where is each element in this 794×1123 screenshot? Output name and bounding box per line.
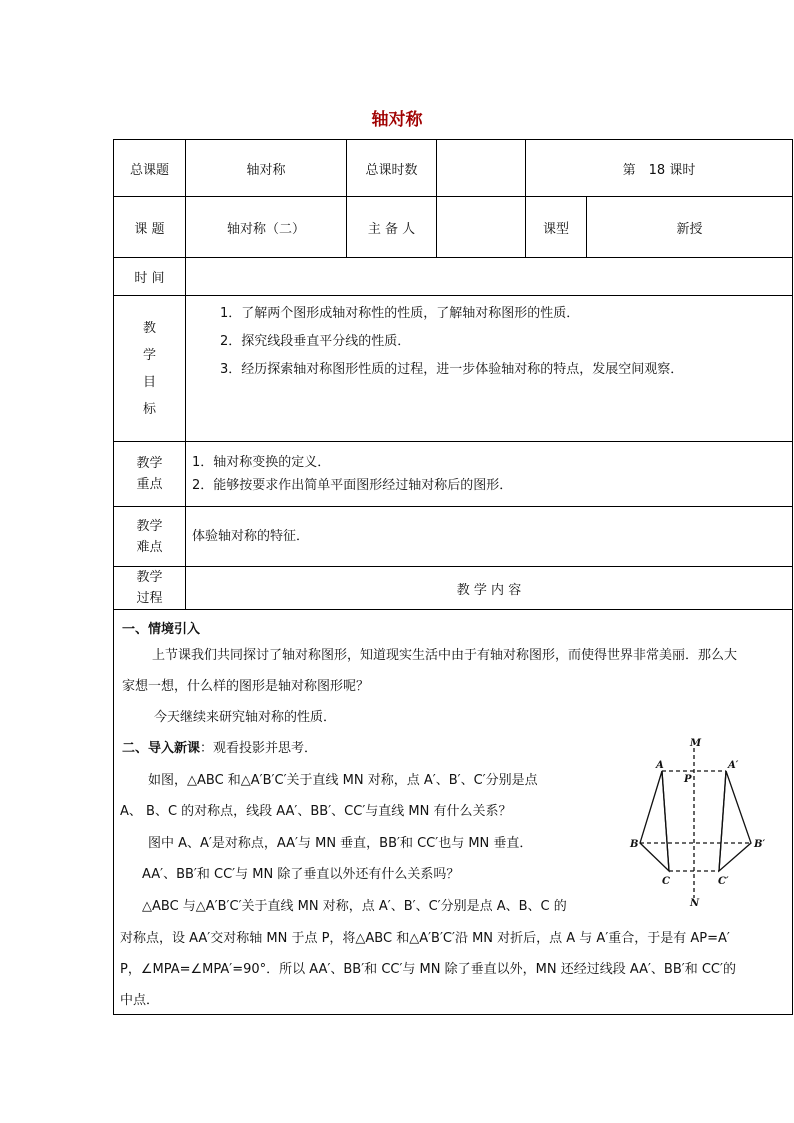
label-preparer: 主 备 人	[347, 197, 437, 258]
row-lesson	[114, 197, 793, 258]
label-n: N	[690, 898, 700, 908]
label-lesson: 课 题	[114, 197, 186, 258]
label-b-prime: B′	[754, 839, 766, 850]
symmetry-figure	[626, 738, 786, 908]
teaching-content	[114, 610, 793, 1015]
difficulty-text: 体验轴对称的特征．	[186, 507, 793, 567]
paragraph-line: 上节课我们共同探讨了轴对称图形，知道现实生活中由于有轴对称图形，而使得世界非常美丽．那么大	[152, 648, 738, 663]
lesson-plan-table	[113, 139, 793, 1015]
lesson-value: 轴对称（二）	[186, 197, 347, 258]
document-title: 轴对称	[371, 110, 423, 130]
label-a: A	[656, 760, 664, 771]
paragraph-line: AA′、BB′和 CC′与 MN 除了垂直以外还有什么关系吗？	[142, 867, 460, 882]
label-time: 时 间	[114, 258, 186, 296]
section-new-lesson-note: ：观看投影并思考．	[200, 741, 318, 756]
section-new-lesson	[122, 733, 317, 764]
row-content	[114, 610, 793, 1015]
time-value	[186, 258, 793, 296]
triangle-abc-prime-side	[719, 771, 726, 871]
keypoints-list	[186, 442, 793, 507]
label-goals-char: 教	[142, 320, 156, 336]
section-intro-title: 一、情境引入	[122, 622, 201, 637]
topic-value: 轴对称	[186, 140, 347, 197]
paragraph-line: 今天继续来研究轴对称的性质．	[154, 710, 337, 725]
label-difficulty	[114, 507, 186, 567]
label-keypoints-line: 重点	[136, 477, 163, 492]
goal-item: 3．经历探索轴对称图形性质的过程，进一步体验轴对称的特点，发展空间观察．	[220, 362, 684, 377]
label-c: C	[662, 876, 670, 887]
label-a-prime: A′	[728, 760, 739, 771]
label-difficulty-line: 教学	[136, 518, 163, 534]
paragraph-line: 对称点，设 AA′交对称轴 MN 于点 P，将△ABC 和△A′B′C′沿 MN 对折后，点 A 与 A′重合，于是有 AP=A′	[120, 931, 730, 946]
paragraph-line: 图中 A、A′是对称点，AA′与 MN 垂直，BB′和 CC′也与 MN 垂直．	[148, 836, 533, 851]
triangle-abc	[640, 771, 669, 871]
row-process	[114, 567, 793, 610]
paragraph-line: 如图，△ABC 和△A′B′C′关于直线 MN 对称，点 A′、B′、C′分别是点	[148, 773, 538, 788]
paragraph-line: 中点．	[120, 993, 160, 1008]
keypoint-item: 1．轴对称变换的定义．	[192, 455, 331, 470]
label-b: B	[630, 839, 639, 850]
goal-item: 2．探究线段垂直平分线的性质．	[220, 334, 411, 349]
paragraph-line: △ABC 与△A′B′C′关于直线 MN 对称，点 A′、B′、C′分别是点 A、B、C 的	[142, 899, 567, 914]
row-keypoints	[114, 442, 793, 507]
keypoint-item: 2．能够按要求作出简单平面图形经过轴对称后的图形．	[192, 478, 513, 493]
row-difficulty	[114, 507, 793, 567]
label-topic: 总课题	[114, 140, 186, 197]
paragraph-line: P，∠MPA=∠MPA′=90°．所以 AA′、BB′和 CC′与 MN 除了垂直以外，MN 还经过线段 AA′、BB′和 CC′的	[120, 962, 736, 977]
total-hours-value	[437, 140, 526, 197]
row-time	[114, 258, 793, 296]
label-keypoints	[114, 442, 186, 507]
label-goals-char: 学	[142, 347, 156, 363]
preparer-value	[437, 197, 526, 258]
label-goals	[114, 296, 186, 442]
paragraph-line: A、 B、C 的对称点，线段 AA′、BB′、CC′与直线 MN 有什么关系？	[120, 804, 512, 819]
row-topic	[114, 140, 793, 197]
label-goals-char: 标	[142, 401, 156, 417]
process-header: 教 学 内 容	[186, 567, 793, 610]
triangle-abc-prime	[719, 771, 751, 871]
label-process-line: 过程	[136, 591, 163, 606]
goals-list	[186, 296, 793, 442]
label-m: M	[690, 738, 702, 749]
goal-item: 1．了解两个图形成轴对称性的性质，了解轴对称图形的性质．	[220, 306, 580, 321]
label-lesson-type: 课型	[526, 197, 587, 258]
paragraph-line: 家想一想，什么样的图形是轴对称图形呢？	[122, 679, 370, 694]
label-difficulty-line: 难点	[136, 539, 163, 555]
row-goals	[114, 296, 793, 442]
label-c-prime: C′	[718, 876, 729, 887]
triangle-abc-side	[662, 771, 669, 871]
label-process	[114, 567, 186, 610]
lesson-number: 第 18 课时	[526, 140, 793, 197]
label-total-hours: 总课时数	[347, 140, 437, 197]
section-new-lesson-title: 二、导入新课	[122, 741, 201, 756]
label-process-line: 教学	[136, 570, 163, 585]
label-keypoints-line: 教学	[136, 456, 163, 471]
label-goals-char: 目	[142, 374, 156, 390]
lesson-type-value: 新授	[587, 197, 793, 258]
label-p: P	[684, 774, 692, 785]
